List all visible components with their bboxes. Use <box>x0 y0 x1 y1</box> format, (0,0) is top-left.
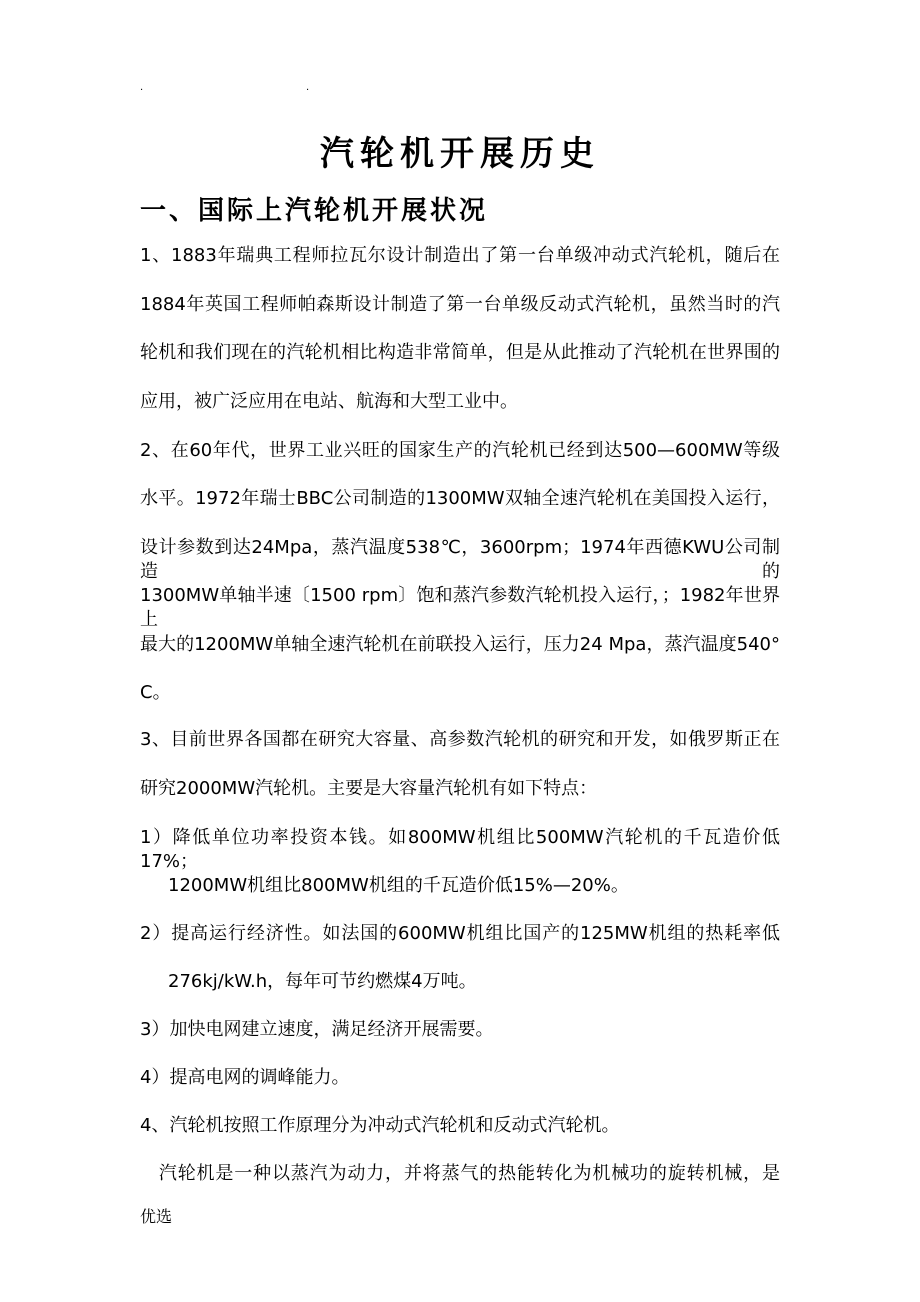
paragraph-line: 2）提高运行经济性。如法国的600MW机组比国产的125MW机组的热耗率低 <box>140 923 780 944</box>
paragraph-line: 3）加快电网建立速度，满足经济开展需要。 <box>140 1019 494 1040</box>
paragraph-line: 1300MW单轴半速〔1500 rpm〕饱和蒸汽参数汽轮机投入运行，；1982年世界上 <box>140 585 780 630</box>
page-footer: 优选 <box>140 1207 173 1226</box>
paragraph-line: 1200MW机组比800MW机组的千瓦造价低15%—20%。 <box>168 875 629 896</box>
paragraph-line: 276kj/kW.h，每年可节约燃煤4万吨。 <box>168 971 477 992</box>
paragraph-line: 4）提高电网的调峰能力。 <box>140 1067 350 1088</box>
paragraph-line: 最大的1200MW单轴全速汽轮机在前联投入运行，压力24 Mpa，蒸汽温度540° <box>140 634 780 655</box>
paragraph-line: 1、1883年瑞典工程师拉瓦尔设计制造出了第一台单级冲动式汽轮机，随后在 <box>140 245 780 266</box>
paragraph-line: 设计参数到达24Mpa，蒸汽温度538℃，3600rpm；1974年西德KWU公司制造的 <box>140 537 780 582</box>
paragraph-line: C。 <box>140 682 171 703</box>
paragraph-line: 3、目前世界各国都在研究大容量、高参数汽轮机的研究和开发，如俄罗斯正在 <box>140 729 780 750</box>
paragraph-line: 汽轮机是一种以蒸汽为动力，并将蒸气的热能转化为机械功的旋转机械，是 <box>140 1163 780 1184</box>
header-mark: . <box>140 82 144 93</box>
paragraph-line: 研究2000MW汽轮机。主要是大容量汽轮机有如下特点： <box>140 778 598 799</box>
paragraph-line: 4、汽轮机按照工作原理分为冲动式汽轮机和反动式汽轮机。 <box>140 1115 620 1136</box>
paragraph-line: 1884年英国工程师帕森斯设计制造了第一台单级反动式汽轮机，虽然当时的汽 <box>140 294 780 315</box>
paragraph-line: 2、在60年代，世界工业兴旺的国家生产的汽轮机已经到达500—600MW等级 <box>140 440 780 461</box>
section-heading: 一、国际上汽轮机开展状况 <box>140 196 489 226</box>
paragraph-line: 1）降低单位功率投资本钱。如800MW机组比500MW汽轮机的千瓦造价低17%； <box>140 827 780 872</box>
paragraph-line: 水平。1972年瑞士BBC公司制造的1300MW双轴全速汽轮机在美国投入运行， <box>140 488 780 509</box>
document-title: 汽轮机开展历史 <box>320 134 600 174</box>
header-mark: . <box>306 82 310 93</box>
paragraph-line: 轮机和我们现在的汽轮机相比构造非常简单，但是从此推动了汽轮机在世界围的 <box>140 342 780 363</box>
paragraph-line: 应用，被广泛应用在电站、航海和大型工业中。 <box>140 391 518 412</box>
